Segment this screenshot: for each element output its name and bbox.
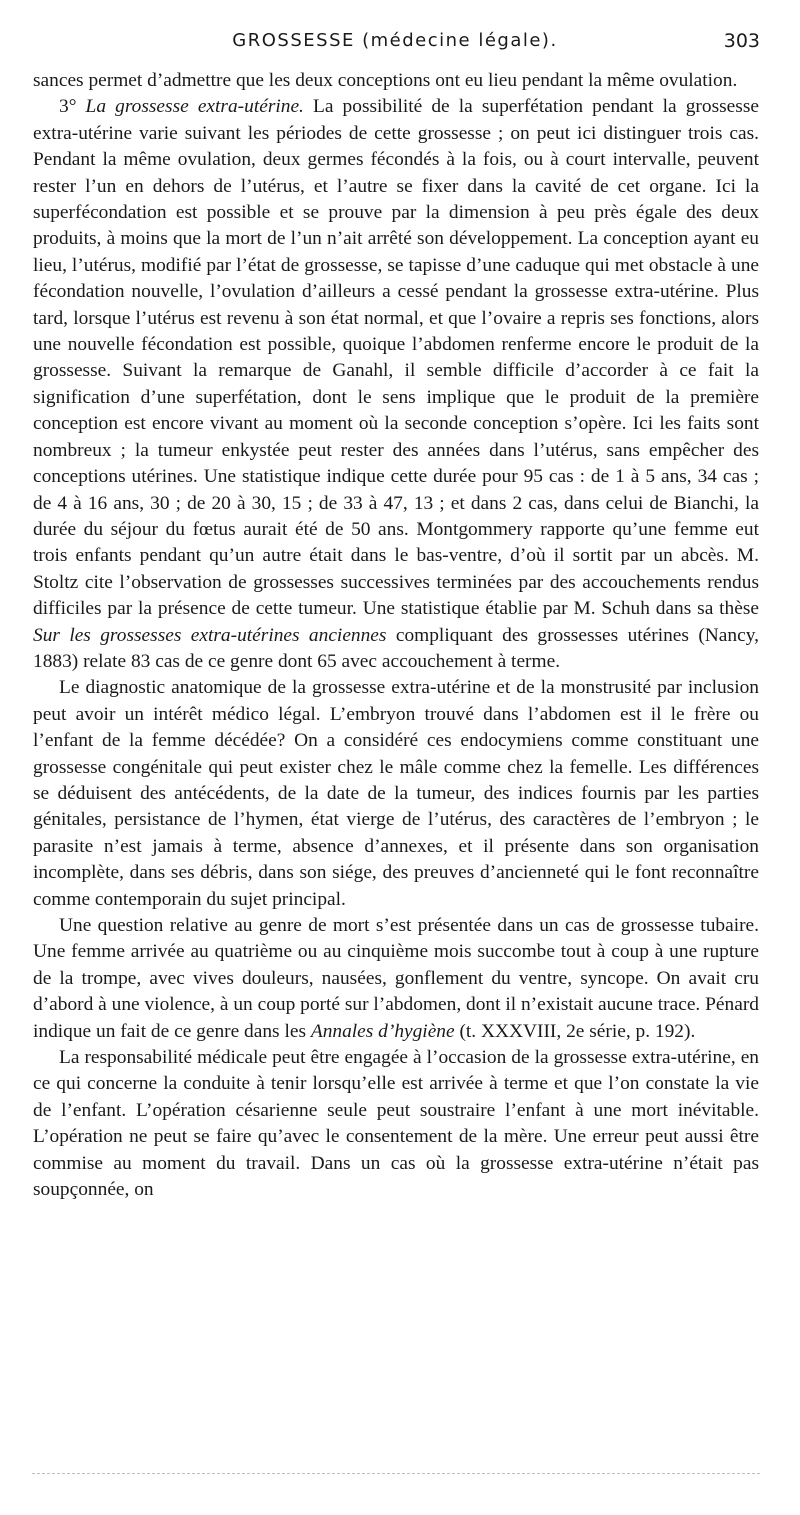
paragraph xyxy=(33,913,759,1045)
text-run: Le diagnostic anatomique de la grossesse extra-utérine et de la monstrusité par inclusion peut avoir un intérêt médico légal. L’embryon trouvé dans l’abdomen est il le frère ou l’enfant de la femme décédée? On a considéré ces endocymiens comme constituant une grossesse congénitale qui peut exister chez le mâle comme chez la femelle. Les différences se déduisent des antécédents, de la date de la tumeur, des indices fournis par les parties génitales, persistance de l’hymen, état vierge de l’utérus, des caractères de l’embryon ; le parasite n’est jamais à terme, absence d’annexes, et il présente dans son organisation incomplète, dans ses débris, dans son siége, des preuves d’ancienneté qui le font reconnaître comme contemporain du sujet principal. xyxy=(33,677,759,910)
text-run: compliquant des grossesses utérines (Nancy, 1883) relate 83 cas de ce genre dont 65 avec accouchement à terme. xyxy=(33,624,759,672)
italic-text: La grossesse extra-utérine. xyxy=(85,96,304,118)
text-run: La possibilité de la superfétation pendant la grossesse extra-utérine varie suivant les périodes de cette grossesse ; on peut ici distinguer trois cas. Pendant la même ovulation, deux germes fécondés à la fois, ou à court intervalle, peuvent rester l’un en dehors de l’utérus, et l’autre se fixer dans la cavité de cet organe. Ici la superfécondation est possible et se prouve par la dimension à peu près égale des deux produits, à moins que la mort de l’un n’ait arrêté son développement. La conception ayant eu lieu, l’utérus, modifié par l’état de grossesse, se tapisse d’une caduque qui met obstacle à une fécondation nouvelle, l’ovulation d’ailleurs a cessé pendant la grossesse extra-utérine. Plus tard, lorsque l’utérus est revenu à son état normal, et que l’ovaire a repris ses fonctions, alors une nouvelle fécondation est possible, quoique l’abdomen renferme encore le produit de la grossesse. Suivant la remarque de Ganahl, il semble difficile d’accorder à ce fait la signification d’une superfétation, dont le sens implique que le produit de la première conception est encore vivant au moment où la seconde conception s’opère. Ici les faits sont nombreux ; la tumeur enkystée peut rester des années dans l’utérus, sans empêcher des conceptions utérines. Une statistique indique cette durée pour 95 cas : de 1 à 5 ans, 34 cas ; de 4 à 16 ans, 30 ; de 20 à 30, 15 ; de 33 à 47, 13 ; et dans 2 cas, dans celui de Bianchi, la durée du séjour du fœtus aurait été de 50 ans. Montgommery rapporte qu’une femme eut trois enfants pendant qu’un autre était dans le bas-ventre, d’où il sortit par un abcès. M. Stoltz cite l’observation de grossesses successives terminées par des accouchements rendus difficiles par la présence de cette tumeur. Une statistique établie par M. Schuh dans sa thèse xyxy=(33,96,759,620)
text-run: La responsabilité médicale peut être engagée à l’occasion de la grossesse extra-utérine, en ce qui concerne la conduite à tenir lorsqu’elle est arrivée à terme et que l’on constate la vie de l’enfant. L’opération césarienne seule peut soustraire l’enfant à une mort inévitable. L’opération ne peut se faire qu’avec le consentement de la mère. Une erreur peut aussi être commise au moment du travail. Dans un cas où la grossesse extra-utérine n’était pas soupçonnée, on xyxy=(33,1047,759,1201)
paragraph xyxy=(33,94,759,675)
body-text xyxy=(33,68,759,1203)
running-title: GROSSESSE (médecine légale). xyxy=(232,30,558,51)
text-run: 3° xyxy=(59,96,86,118)
text-run: Une question relative au genre de mort s’est présentée dans un cas de grossesse tubaire. Une femme arrivée au quatrième ou au cinquième mois succombe tout à coup à une rupture de la trompe, avec vives douleurs, nausées, gonflement du ventre, syncope. On avait cru d’abord à une violence, à un coup porté sur l’abdomen, dont il n’existait aucune trace. Pénard indique un fait de ce genre dans les xyxy=(33,915,759,1042)
paragraph xyxy=(33,68,759,94)
italic-text: Annales d’hygiène xyxy=(310,1020,455,1042)
text-run: (t. XXXVIII, 2e série, p. 192). xyxy=(454,1020,696,1042)
italic-text: Sur les grossesses extra-utérines anciennes xyxy=(33,624,387,646)
footer-dotted-rule xyxy=(32,1473,760,1474)
page-header xyxy=(30,30,760,54)
text-run: sances permet d’admettre que les deux conceptions ont eu lieu pendant la même ovulation. xyxy=(33,70,738,91)
page-number: 303 xyxy=(723,30,760,52)
paragraph xyxy=(33,675,759,913)
paragraph xyxy=(33,1045,759,1203)
